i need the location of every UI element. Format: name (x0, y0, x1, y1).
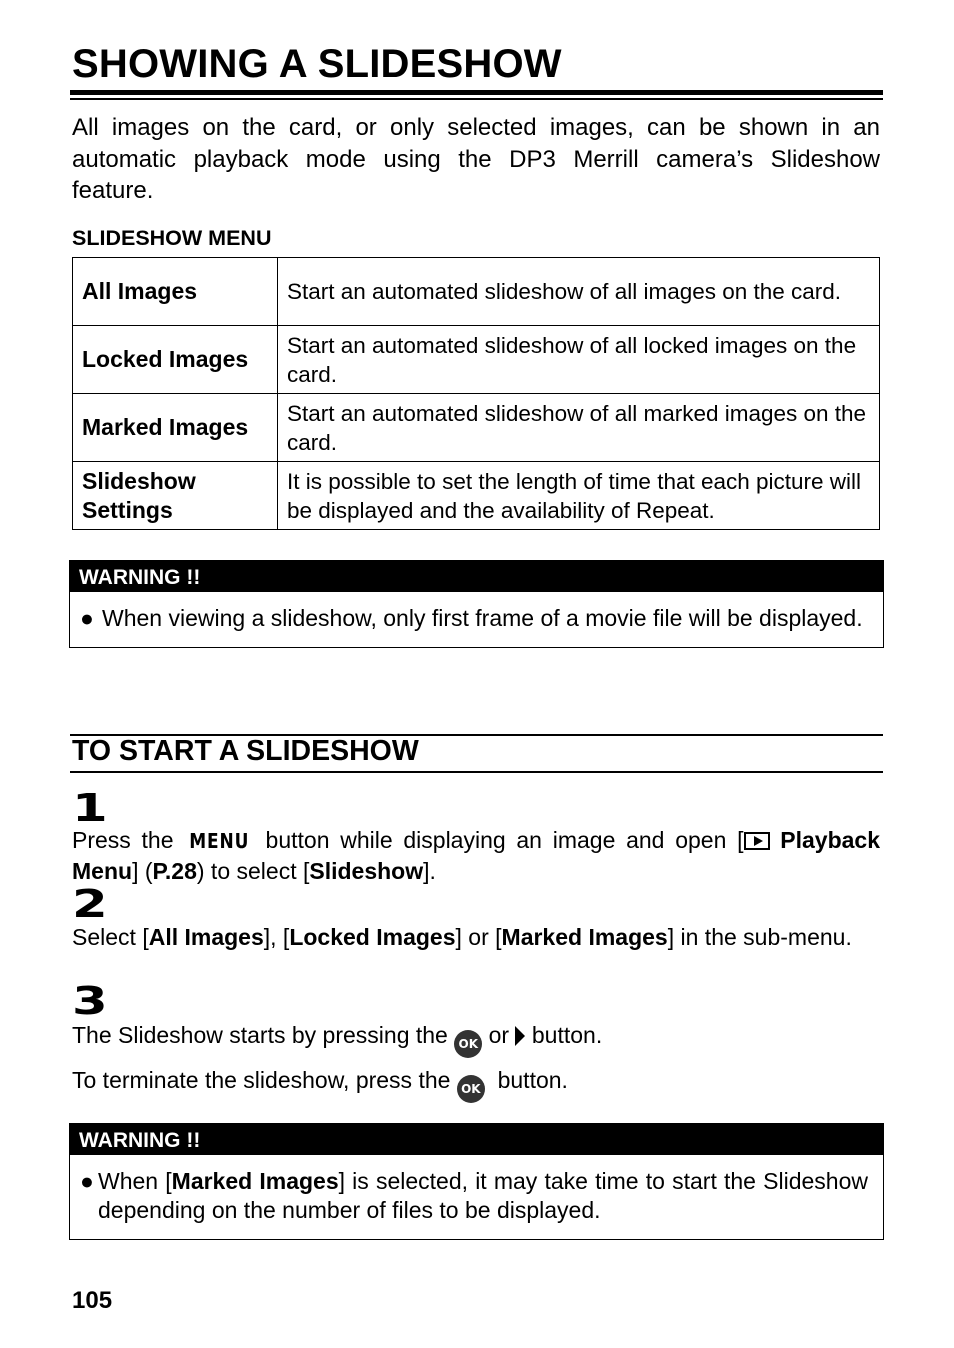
menu-item-description: Start an automated slideshow of all locked images on the card. (278, 326, 880, 394)
step-number-1: 1 (72, 786, 108, 830)
step-3-terminate-text: To terminate the slideshow, press the OK button. (72, 1065, 880, 1103)
page-title: SHOWING A SLIDESHOW (72, 42, 562, 86)
menu-item-label: Slideshow Settings (73, 462, 278, 530)
bullet-icon: ● (80, 605, 94, 631)
bullet-icon: ● (80, 1168, 94, 1194)
step-number-2: 2 (72, 882, 108, 926)
section-rule-bottom (70, 771, 883, 773)
menu-item-description: Start an automated slideshow of all images on the card. (278, 258, 880, 326)
step-2-text: Select [All Images], [Locked Images] or [Marked Images] in the sub-menu. (72, 924, 852, 950)
warning-body (70, 592, 883, 647)
right-arrow-icon (515, 1026, 525, 1046)
menu-item-label: Locked Images (73, 326, 278, 394)
title-rule-thick (70, 90, 883, 95)
intro-paragraph: All images on the card, or only selected images, can be shown in an automatic playback mode using the DP3 Merrill camera’s Slideshow feature. (72, 114, 880, 204)
section-title: TO START A SLIDESHOW (72, 735, 419, 767)
table-row (73, 326, 880, 394)
menu-item-label: All Images (73, 258, 278, 326)
slideshow-menu-table (72, 257, 880, 530)
table-row (73, 394, 880, 462)
menu-item-label: Marked Images (73, 394, 278, 462)
warning-body: ● When [Marked Images] is selected, it may take time to start the Slideshow depending on the number of files to be displayed. (80, 1168, 868, 1223)
warning-box-marked (69, 1123, 884, 1240)
warning-box-movie (69, 560, 884, 648)
title-rule-thin (70, 98, 883, 100)
table-row (73, 462, 880, 530)
warning-header: WARNING !! (70, 1124, 883, 1155)
menu-button-icon: MENU (189, 829, 250, 853)
slideshow-menu-heading: SLIDESHOW MENU (72, 226, 272, 250)
step-number-3: 3 (72, 979, 108, 1023)
step-3-text: The Slideshow starts by pressing the OK or button. (72, 1020, 880, 1058)
page-number: 105 (72, 1287, 113, 1314)
step-1-text: Press the MENU button while displaying an image and open [ Playback Menu] (P.28) to select [Slideshow]. (72, 827, 881, 884)
playback-icon (744, 832, 770, 850)
ok-button-icon: OK (454, 1030, 482, 1058)
warning-header: WARNING !! (70, 561, 883, 592)
warning-text: When viewing a slideshow, only first frame of a movie file will be displayed. (102, 605, 863, 631)
table-row (73, 258, 880, 326)
menu-item-description: It is possible to set the length of time that each picture will be displayed and the availability of Repeat. (278, 462, 880, 530)
menu-item-description: Start an automated slideshow of all marked images on the card. (278, 394, 880, 462)
ok-button-icon: OK (457, 1075, 485, 1103)
